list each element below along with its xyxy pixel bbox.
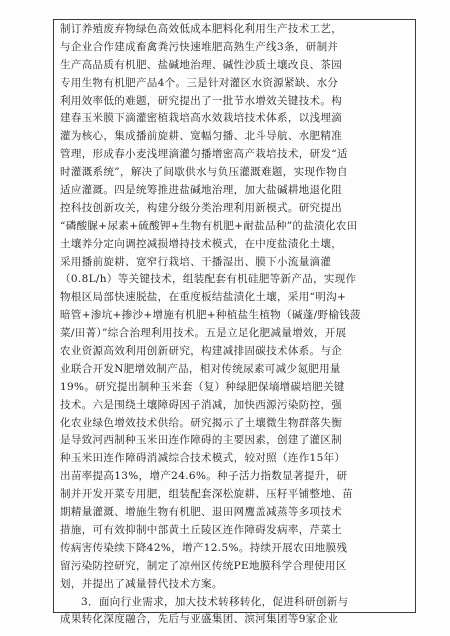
text-line: 制订养殖废弃物绿色高效低成本肥料化利用生产技术工艺， [60,23,343,35]
text-line: 化农业绿色增效技术供给。研究揭示了土壤微生物群落失衡 [60,416,343,429]
text-line: 利用效率低的难题，研究提出了一批节水增效关键技术。构 [60,94,343,107]
text-line: 技术。六是围绕土壤障碍因子消减，加快西源污染防控，强 [60,398,343,411]
table-cell-frame [53,19,416,626]
text-line: 专用生物有机肥产品4个。三是针对灌区水资源紧缺、水分 [60,76,339,89]
text-line: 业联合开发N肥增效制产品，相对传统尿素可减少氮肥用量 [60,362,341,375]
text-line: 与企业合作建成畜禽粪污快速堆肥高熟生产线3条，研制并 [60,40,339,53]
text-line: 时灌溉系统”，解决了间歇供水与负压灌溉难题，实现作物自 [60,166,348,179]
text-line: 菜/田菁）”综合治理利用技术。五是立足化肥减量增效，开展 [60,327,347,340]
text-line: 管理，形成春小麦浅埋滴灌匀播增密高产栽培技术，研发“适 [60,148,348,161]
text-line: 土壤养分定向调控减损增持技术模式，在中度盐渍化土壤， [60,237,343,250]
text-line: （0.8L/h）等关键技术，组装配套有机硅肥等新产品，实现作 [60,273,357,286]
text-line: 制并开发开菜专用肥，组装配套深松旋耕、压籽平铺整地、苗 [60,488,353,501]
text-line: 种玉米田连作障碍消减综合技术模式，较对照（连作15年） [60,452,346,465]
text-line: 19%。研究提出制种玉米套（复）种绿肥保墒增碳培肥关键 [60,380,345,393]
text-line: 成果转化深度融合，先后与亚盛集团、滨河集团等9家企业 [60,613,339,626]
text-line: 措施，可有效抑制中部黄土丘陵区连作障碍发病率，芹菜土 [60,523,343,536]
text-line: “磷酸脲+尿素+硫酸钾+生物有机肥+耐盐品种”的盐渍化农田 [60,219,358,232]
text-line: 农业资源高效利用创新研究，构建减排固碳技术体系。与企 [60,345,343,358]
text-line: 适应灌溉。四是统筹推进盐碱地治理，加大盐碱耕地退化阻 [60,184,343,197]
text-line: 灌为核心，集成播前旋耕、宽幅匀播、北斗导航、水肥精准 [60,130,343,143]
text-line: 出苗率提高13%，增产24.6%。种子活力指数显著提升，研 [60,470,348,483]
text-line: 暗管+渗坑+掺沙+增施有机肥+种植盐生植物（碱蓬/野榆钱菠 [60,309,361,322]
text-line: 建春玉米膜下滴灌密植栽培高水效栽培技术体系，以浅埋滴 [60,112,343,125]
text-line: 传病害传染续下降42%，增产12.5%。持续开展农田地膜残 [60,541,348,554]
text-line: 留污染防控研究，制定了凉州区传统PE地膜科学合理使用区 [60,559,347,572]
text-line: 3．面向行业需求，加大技术转移转化，促进科研创新与 [81,595,349,608]
body-text [60,21,405,629]
text-line: 划，并提出了减量替代技术方案。 [60,577,223,590]
text-line: 采用播前旋耕、宽窄行栽培、干播湿出、膜下小流量滴灌 [60,255,332,268]
text-line: 期精量灌溉、增施生物有机肥、退田网鹰盖减蒸等多项技术 [60,506,343,519]
text-line: 控科技创新攻关，构建分级分类治理利用新模式。研究提出 [60,201,343,214]
text-line: 生产高品质有机肥、盐碱地治理、碱性沙质土壤改良、茶园 [60,58,343,71]
text-line: 物根区局部快速脱盐，在重度板结盐渍化土壤，采用“明沟+ [60,291,347,304]
text-line: 是导致河西制种玉米田连作障碍的主要因素，创建了灌区制 [60,434,343,447]
